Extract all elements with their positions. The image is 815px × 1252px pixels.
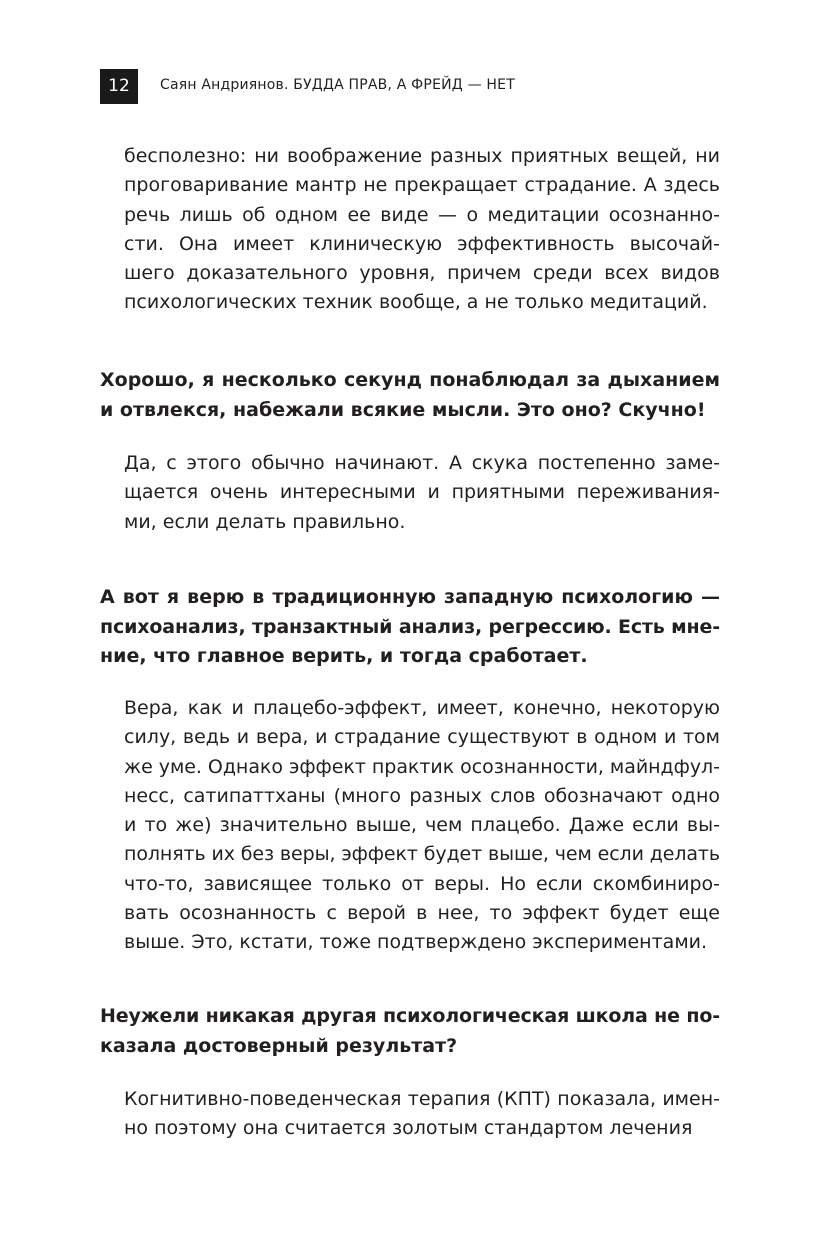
text-line: вать осознанность с верой в нее, то эффект будет еще — [124, 902, 720, 925]
question-paragraph — [100, 366, 720, 425]
text-line: и отвлекся, набежали всякие мысли. Это оно? Скучно! — [100, 398, 706, 421]
text-line: несс, сатипаттханы (много разных слов обозначают одно — [124, 784, 720, 807]
question-paragraph — [100, 583, 720, 672]
text-line: полнять их без веры, эффект будет выше, чем если делать — [124, 843, 720, 866]
text-line: психологических техник вообще, а не только медитаций. — [124, 291, 708, 314]
text-line: но поэтому она считается золотым стандартом лечения — [124, 1117, 693, 1140]
text-line: проговаривание мантр не прекращает страдание. А здесь — [124, 174, 720, 197]
text-line: выше. Это, кстати, тоже подтверждено экспериментами. — [124, 931, 708, 954]
text-line: А вот я верю в традиционную западную психологию — — [100, 586, 720, 608]
text-line: шего доказательного уровня, причем среди всех видов — [124, 262, 720, 285]
text-line: что-то, зависящее только от веры. Но если скомбиниро- — [124, 872, 720, 895]
answer-paragraph — [124, 449, 720, 537]
text-line: Вера, как и плацебо-эффект, имеет, конечно, некоторую — [124, 697, 720, 719]
text-line: Хорошо, я несколько секунд понаблюдал за дыханием — [100, 369, 720, 391]
answer-paragraph — [124, 142, 720, 318]
text-line: бесполезно: ни воображение разных приятных вещей, ни — [124, 145, 720, 167]
text-line: щается очень интересными и приятными переживания- — [124, 481, 720, 504]
text-line: психоанализ, транзактный анализ, регрессию. Есть мне- — [100, 615, 720, 638]
text-line: Да, с этого обычно начинают. А скука постепенно заме- — [124, 452, 720, 474]
text-line: и то же) значительно выше, чем плацебо. Даже если вы- — [124, 814, 720, 837]
text-line: речь лишь об одном ее виде — о медитации осознанно- — [124, 203, 720, 226]
running-header-title: Саян Андриянов. БУДДА ПРАВ, А ФРЕЙД — НЕТ — [160, 77, 515, 93]
question-paragraph — [100, 1002, 720, 1061]
page-number: 12 — [100, 69, 138, 104]
text-line: силу, ведь и вера, и страдание существуют в одном и том — [124, 726, 720, 749]
text-line: сти. Она имеет клиническую эффективность высочай- — [124, 232, 720, 255]
text-line: казала достоверный результат? — [100, 1034, 458, 1057]
answer-paragraph — [124, 1085, 720, 1144]
text-line: же уме. Однако эффект практик осознанности, майндфул- — [124, 755, 720, 778]
text-line: ми, если делать правильно. — [124, 510, 406, 533]
text-line: ние, что главное верить, и тогда сработает. — [100, 645, 588, 667]
text-line: Неужели никакая другая психологическая школа не по- — [100, 1005, 720, 1027]
text-line: Когнитивно-поведенческая терапия (КПТ) показала, имен- — [124, 1088, 720, 1110]
answer-paragraph — [124, 694, 720, 958]
